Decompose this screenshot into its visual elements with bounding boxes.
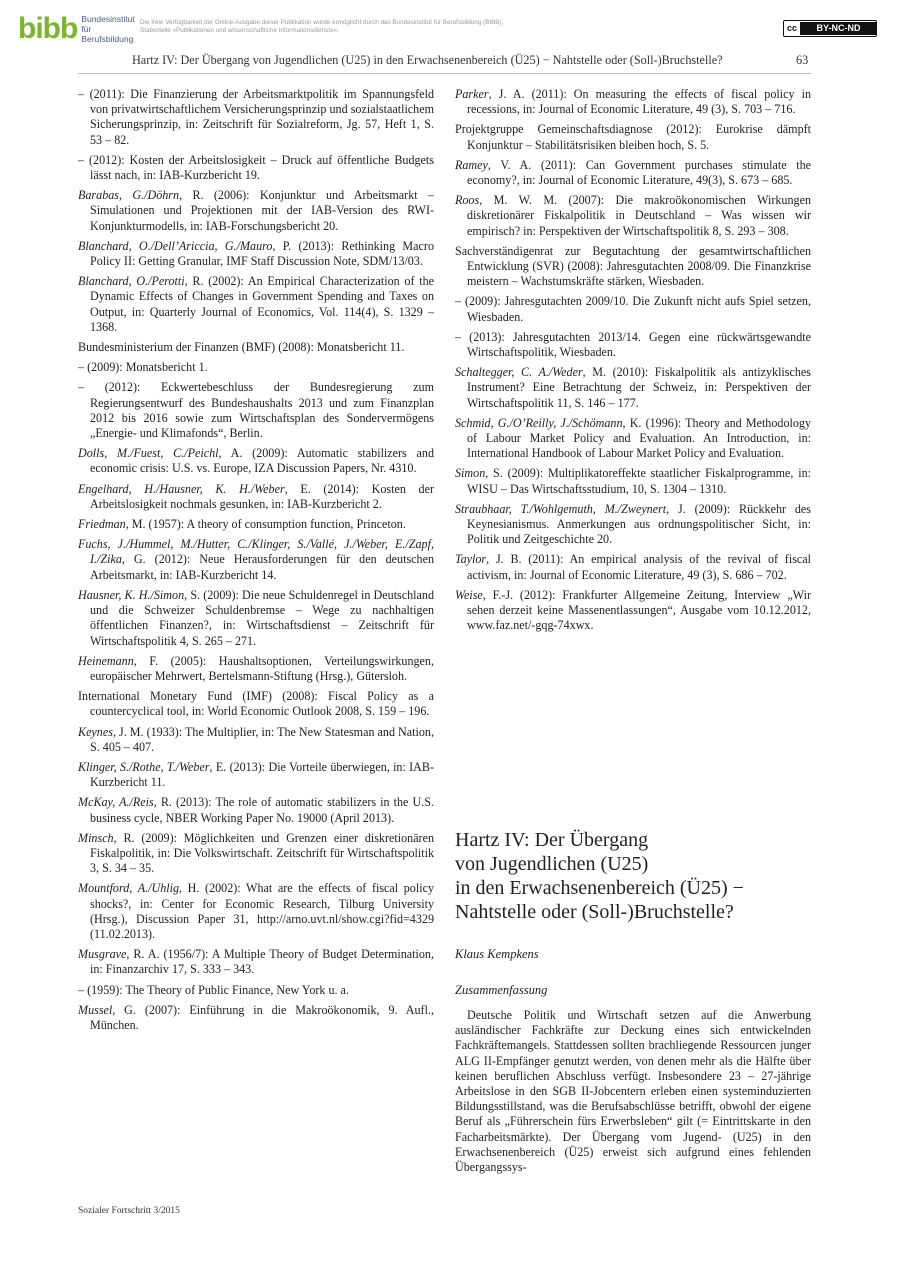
reference-entry — [78, 983, 434, 998]
creative-commons-icon: cc — [784, 22, 801, 35]
reference-text: , R. (2009): Möglichkeiten und Grenzen einer diskretionären Fiskalpolitik, in: Die Volkswirtschaft. Zeitschrift für Wirtschaftspolitik 3, S. 34 – 35. — [90, 830, 434, 876]
reference-entry — [78, 588, 434, 649]
reference-entry — [78, 188, 434, 234]
article-title-line: Nahtstelle oder (Soll-)Bruchstelle? — [455, 901, 734, 923]
abstract-body: Deutsche Politik und Wirtschaft setzen auf die Anwerbung ausländischer Fachkräfte zur Deckung eines sich entwickelnden Fachkräftemangels. Stattdessen sollten brachliegende Ressourcen junger ALG II-Empfänger genutzt werden, von denen mehr als die Hälfte über keinen beruflichen Abschluss verfügt. Insbesondere 23 – 27-jährige Arbeitslose in den SGB II-Jobcentern erleben einen systeminduzierten Bildungsstillstand, was die Berufsabschlüsse betrifft, obwohl der eigene Beruf als „Führerschein fürs Erwerbsleben“ gilt (= Eintrittskarte in den Facharbeitsmärkte). Der Übergang vom Jugend- (U25) in den Erwachsenenbereich (Ü25) erweist sich aufgrund eines fehlenden Übergangssys- — [455, 1008, 811, 1175]
reference-text: , S. (2009): Multiplikatoreffekte staatlicher Fiskalprogramme, in: WISU – Das Wirtschaftsstudium, 10, S. 1304 – 1310. — [467, 466, 811, 496]
reference-authors: Musgrave — [78, 947, 127, 962]
reference-entry — [78, 153, 434, 183]
reference-text: , A. (2009): Automatic stabilizers and economic crisis: U.S. vs. Europe, IZA Discussion Papers, Nr. 4310. — [90, 446, 435, 476]
reference-text: , J. A. (2011): On measuring the effects of fiscal policy in recessions, in: Journal of Economic Literature, 49 (3), S. 703 – 716. — [467, 87, 811, 117]
reference-authors: Fuchs, J./Hummel, M./Hutter, C./Klinger, S./Vallé, J./Weber, E./Zapf, I./Zika — [78, 537, 434, 567]
reference-authors: Ramey — [455, 157, 488, 172]
reference-text: – (2013): Jahresgutachten 2013/14. Gegen eine rückwärtsgewandte Wirtschaftspolitik, Wiesbaden. — [455, 329, 811, 360]
reference-text: International Monetary Fund (IMF) (2008): Fiscal Policy as a countercyclical tool, in: World Economic Outlook 2008, S. 159 – 196. — [78, 689, 434, 719]
reference-text: – (2011): Die Finanzierung der Arbeitsmarktpolitik im Spannungsfeld von privatwirtschaftlichem Versicherungsprinzip und sozialstaatlichem Sicherungsprinzip, in: Zeitschrift für Sozialreform, Jg. 57, Heft 1, S. 53 – 82. — [78, 87, 434, 147]
reference-authors: Roos — [455, 193, 480, 208]
reference-authors: Mountford, A./Uhlig — [78, 881, 180, 896]
license-label: BY-NC-ND — [801, 22, 876, 35]
reference-authors: Klinger, S./Rothe, T./Weber — [78, 759, 210, 774]
reference-text: , M. W. M. (2007): Die makroökonomischen Wirkungen diskretionärer Fiskalpolitik in Deutschland – Was wissen wir empirisch? in: Perspektiven der Wirtschaftspolitik 8, S. 293 – 308. — [467, 193, 811, 238]
reference-authors: Taylor — [455, 552, 487, 567]
reference-text: – (1959): The Theory of Public Finance, New York u. a. — [78, 982, 349, 997]
reference-text: Projektgruppe Gemeinschaftsdiagnose (2012): Eurokrise dämpft Konjunktur – Stabilitätsrisiken bleiben hoch, S. 5. — [455, 122, 811, 152]
references-left-column — [78, 87, 434, 1038]
reference-entry — [455, 244, 811, 290]
license-badge[interactable] — [783, 20, 877, 37]
reference-entry — [455, 502, 811, 548]
logo-mark: bibb — [18, 12, 78, 45]
reference-authors: Hausner, K. H./Simon — [78, 587, 185, 602]
reference-entry — [455, 122, 811, 152]
reference-entry — [455, 588, 811, 634]
article-start — [455, 828, 811, 1175]
reference-entry — [78, 340, 434, 355]
abstract-heading: Zusammenfassung — [455, 983, 548, 997]
reference-text: – (2012): Eckwertebeschluss der Bundesregierung zum Regierungsentwurf des Bundeshaushalts 2013 und zum Finanzplan 2012 bis 2016 sowie zum Wirtschaftsplan des Sondervermögens „Energie- und Klimafonds“, Berlin. — [78, 380, 434, 441]
journal-footer: Sozialer Fortschritt 3/2015 — [78, 1206, 180, 1216]
bibb-logo — [18, 14, 143, 44]
reference-entry — [78, 380, 434, 441]
reference-text: – (2009): Monatsbericht 1. — [78, 360, 208, 375]
reference-entry — [78, 239, 434, 269]
reference-authors: Dolls, M./Fuest, C./Peichl — [78, 446, 219, 461]
article-title — [455, 828, 811, 924]
reference-text: , J. (2009): Rückkehr des Keynesianismus. Anmerkungen aus ordnungspolitischer Sicht, in: Politik und Zeitgeschichte 20. — [467, 501, 811, 547]
publisher-name: Bundesinstitut für Berufsbildung — [81, 14, 135, 44]
running-title: Hartz IV: Der Übergang von Jugendlichen (U25) in den Erwachsenenbereich (Ü25) − Nahtstelle oder (Soll-)Bruchstelle? — [132, 53, 723, 67]
reference-authors: Weise — [455, 587, 483, 602]
reference-entry — [455, 193, 811, 239]
reference-entry — [78, 482, 434, 512]
reference-entry — [455, 416, 811, 462]
reference-entry — [78, 795, 434, 825]
reference-authors: Schmid, G./O’Reilly, J./Schömann — [455, 415, 623, 430]
reference-authors: Simon — [455, 466, 486, 481]
reference-text: , V. A. (2011): Can Government purchases stimulate the economy?, in: Journal of Economic Literature, 49(3), S. 673 – 685. — [467, 157, 811, 188]
reference-entry — [78, 274, 434, 335]
availability-notice: Die freie Verfügbarkeit der Online-Ausgabe dieser Publikation wurde ermöglicht durch das Bundesinstitut für Berufsbildung (BIBB), Stabsstelle »Publikationen und wissenschaftliche Informationsdienste«. — [140, 19, 504, 34]
article-author: Klaus Kempkens — [455, 947, 539, 961]
reference-entry — [455, 552, 811, 582]
reference-entry — [78, 446, 434, 476]
reference-entry — [78, 537, 434, 583]
reference-authors: Barabas, G./Döhrn — [78, 188, 180, 203]
page-number: 63 — [796, 53, 809, 67]
reference-text: Bundesministerium der Finanzen (BMF) (2008): Monatsbericht 11. — [78, 340, 405, 355]
reference-entry — [78, 517, 434, 532]
reference-text: , J. M. (1933): The Multiplier, in: The New Statesman and Nation, S. 405 – 407. — [90, 724, 434, 754]
reference-text: , R. A. (1956/7): A Multiple Theory of Budget Determination, in: Finanzarchiv 17, S. 333 – 343. — [90, 947, 434, 977]
reference-text: , G. (2007): Einführung in die Makroökonomik, 9. Aufl., München. — [90, 1002, 434, 1032]
reference-text: , R. (2006): Konjunktur und Arbeitsmarkt – Simulationen und Projektionen mit der IAB-Version des RWI-Konjunkturmodells, in: IAB-Forschungsbericht 20. — [90, 188, 435, 233]
reference-entry — [78, 881, 434, 942]
reference-text: , E. (2014): Kosten der Arbeitslosigkeit nochmals gesunken, in: IAB-Kurzbericht 2. — [90, 481, 434, 511]
reference-text: , P. (2013): Rethinking Macro Policy II: Getting Granular, IMF Staff Discussion Note, SDM/13/03. — [90, 238, 434, 269]
reference-authors: Schaltegger, C. A./Weder — [455, 365, 583, 380]
reference-text: , H. (2002): What are the effects of fiscal policy shocks?, in: Center for Economic Research, Tilburg University (Hrsg.), Discussion Paper 31, http://arno.uvt.nl/show.cgi?fid=4329 (11.02.2013). — [90, 881, 434, 941]
reference-authors: Heinemann — [78, 653, 134, 668]
reference-text: , F. (2005): Haushaltsoptionen, Verteilungswirkungen, europäischer Mehrwert, Bertelsmann-Stiftung (Hrsg.), Gütersloh. — [90, 653, 434, 683]
publisher-bar — [0, 0, 900, 48]
article-title-line: in den Erwachsenenbereich (Ü25) − — [455, 877, 744, 899]
reference-entry — [455, 365, 811, 411]
reference-entry — [455, 330, 811, 360]
reference-authors: Engelhard, H./Hausner, K. H./Weber — [78, 481, 285, 496]
reference-text: – (2012): Kosten der Arbeitslosigkeit – Druck auf öffentliche Budgets lässt nach, in: IAB-Kurzbericht 19. — [78, 152, 434, 183]
reference-authors: Minsch — [78, 830, 114, 845]
reference-entry — [78, 725, 434, 755]
reference-text: , M. (2010): Fiskalpolitik als antizyklisches Instrument? Eine Betrachtung der Schweiz, in: Perspektiven der Wirtschaftspolitik 11, S. 146 – 177. — [467, 365, 811, 410]
reference-text: , S. (2009): Die neue Schuldenregel in Deutschland und die Schweizer Schuldenbremse – Wege zu nachhaltigen öffentlichen Finanzen?, in: Wirtschaftsdienst – Zeitschrift für Wirtschaftspolitik 4, S. 265 – 271. — [90, 587, 435, 648]
reference-text: , J. B. (2011): An empirical analysis of the revival of fiscal activism, in: Journal of Economic Literature, 49 (3), S. 686 – 702. — [467, 552, 811, 582]
reference-text: , G. (2012): Neue Herausforderungen für den deutschen Arbeitsmarkt, in: IAB-Kurzbericht 14. — [90, 552, 434, 582]
article-title-line: von Jugendlichen (U25) — [455, 853, 649, 875]
reference-entry — [78, 947, 434, 977]
reference-entry — [78, 87, 434, 148]
reference-text: Sachverständigenrat zur Begutachtung der gesamtwirtschaftlichen Entwicklung (SVR) (2008): Jahresgutachten 2008/09. Die Finanzkrise meistern – Wachstumskräfte stärken, Wiesbaden. — [455, 243, 811, 289]
article-title-line: Hartz IV: Der Übergang — [455, 829, 649, 851]
reference-entry — [455, 87, 811, 117]
reference-entry — [78, 689, 434, 719]
reference-entry — [455, 466, 811, 496]
reference-entry — [78, 654, 434, 684]
reference-entry — [455, 158, 811, 188]
reference-text: , F.-J. (2012): Frankfurter Allgemeine Zeitung, Interview „Wir sehen derzeit keine Massenentlassungen“, Ausgabe vom 10.12.2012, www.faz.net/-gqg-74xwx. — [467, 587, 811, 633]
reference-authors: Keynes — [78, 724, 113, 739]
reference-text: , R. (2013): The role of automatic stabilizers in the U.S. business cycle, NBER Working Paper No. 19000 (April 2013). — [90, 795, 435, 825]
reference-entry — [78, 831, 434, 877]
reference-authors: Straubhaar, T./Wohlgemuth, M./Zweynert — [455, 501, 667, 516]
header-divider — [78, 73, 811, 74]
reference-authors: Friedman — [78, 517, 126, 532]
reference-text: , E. (2013): Die Vorteile überwiegen, in: IAB-Kurzbericht 11. — [90, 759, 434, 790]
reference-entry — [78, 1003, 434, 1033]
reference-authors: Blanchard, O./Perotti — [78, 274, 185, 289]
reference-authors: McKay, A./Reis — [78, 795, 154, 810]
reference-text: , K. (1996): Theory and Methodology of Labour Market Policy and Evaluation. An Introduction, in: International Handbook of Labour Market Policy and Evaluation. — [467, 415, 811, 461]
reference-entry — [455, 294, 811, 324]
reference-authors: Parker — [455, 87, 489, 101]
reference-authors: Blanchard, O./Dell’Ariccia, G./Mauro — [78, 238, 273, 253]
reference-text: , M. (1957): A theory of consumption function, Princeton. — [125, 517, 406, 532]
references-right-column — [455, 87, 811, 639]
reference-entry — [78, 760, 434, 790]
reference-authors: Mussel — [78, 1002, 113, 1017]
reference-text: – (2009): Jahresgutachten 2009/10. Die Zukunft nicht aufs Spiel setzen, Wiesbaden. — [455, 294, 811, 324]
reference-entry — [78, 360, 434, 375]
reference-text: , R. (2002): An Empirical Characterization of the Dynamic Effects of Changes in Government Spending and Taxes on Output, in: Quarterly Journal of Economics, Vol. 114(4), S. 1329 – 1368. — [90, 274, 434, 334]
